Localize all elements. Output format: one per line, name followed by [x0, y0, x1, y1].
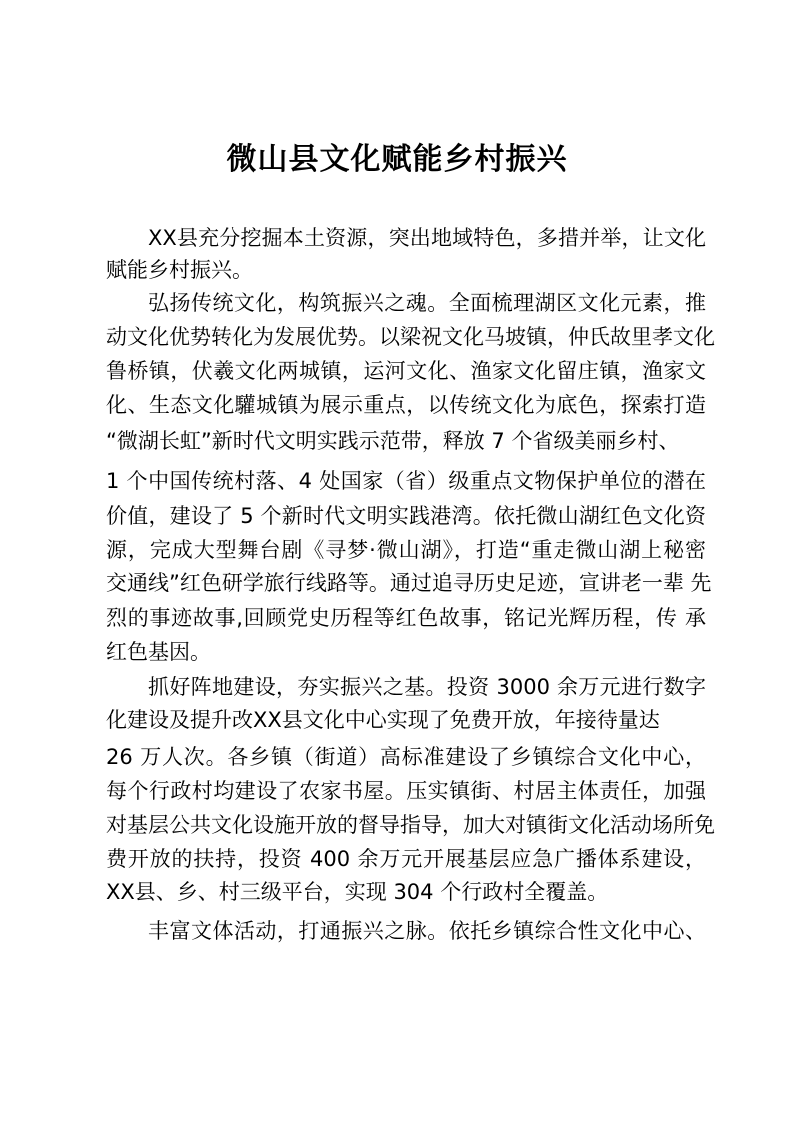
paragraph-line: 鲁桥镇，伏羲文化两城镇，运河文化、渔家文化留庄镇，渔家文	[106, 359, 706, 383]
paragraph-line: 丰富文体活动，打通振兴之脉。依托乡镇综合性文化中心、	[148, 919, 706, 943]
paragraph-line: 红色基因。	[106, 640, 211, 664]
paragraph-line: 动文化优势转化为发展优势。以梁祝文化马坡镇，仲氏故里孝文化	[106, 325, 715, 349]
paragraph-line: XX县、乡、村三级平台，实现 304 个行政村全覆盖。	[106, 880, 609, 904]
paragraph-line: 26 万人次。各乡镇（街道）高标准建设了乡镇综合文化中心，	[106, 745, 706, 769]
paragraph-line: 每个行政村均建设了农家书屋。压实镇街、村居主体责任，加强	[106, 779, 706, 803]
paragraph-line: 对基层公共文化设施开放的督导指导，加大对镇街文化活动场所免	[106, 813, 715, 837]
paragraph-line: 抓好阵地建设，夯实振兴之基。投资 3000 余万元进行数字	[148, 675, 706, 699]
paragraph-line: 弘扬传统文化，构筑振兴之魂。全面梳理湖区文化元素，推	[148, 291, 706, 315]
paragraph-line: 源，完成大型舞台剧《寻梦·微山湖》，打造“重走微山湖上秘密	[106, 538, 706, 562]
paragraph-line: 赋能乡村振兴。	[106, 258, 253, 282]
paragraph-line: 价值，建设了 5 个新时代文明实践港湾。依托微山湖红色文化资	[106, 504, 706, 528]
paragraph-line: 化、生态文化驩城镇为展示重点，以传统文化为底色，探索打造	[106, 393, 706, 417]
page-title: 微山县文化赋能乡村振兴	[226, 142, 568, 177]
paragraph-line: 费开放的扶持，投资 400 余万元开展基层应急广播体系建设，	[106, 847, 706, 871]
paragraph-line: 化建设及提升改XX县文化中心实现了免费开放，年接待量达	[106, 708, 660, 732]
paragraph-line: 1 个中国传统村落、4 处国家（省）级重点文物保护单位的潜在	[106, 469, 706, 493]
paragraph-line: 交通线”红色研学旅行线路等。通过追寻历史足迹，宣讲老一辈 先	[106, 571, 712, 595]
paragraph-line: XX县充分挖掘本土资源，突出地域特色，多措并举，让文化	[148, 226, 706, 250]
paragraph-line: 烈的事迹故事,回顾党史历程等红色故事，铭记光辉历程，传 承	[106, 606, 706, 630]
paragraph-line: “微湖长虹”新时代文明实践示范带，释放 7 个省级美丽乡村、	[106, 429, 680, 453]
